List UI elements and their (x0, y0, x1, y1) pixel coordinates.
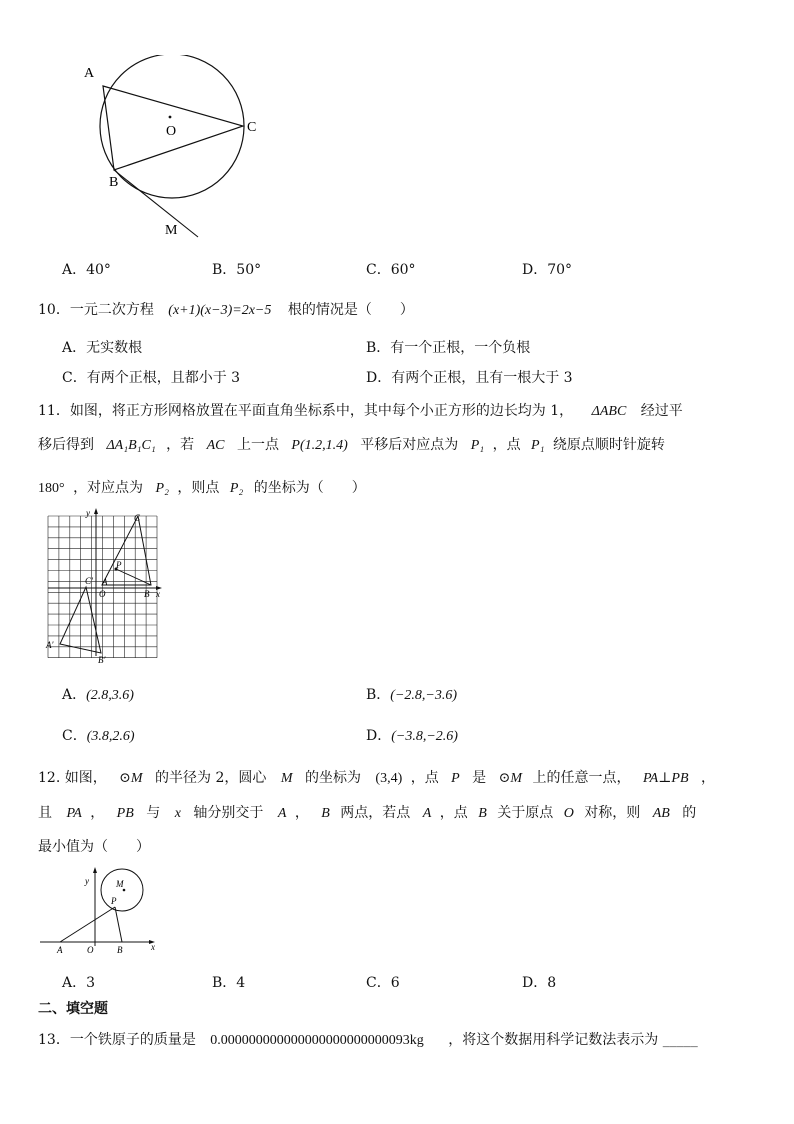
q12-text: 12. 如图， (38, 770, 107, 786)
q12-a: A (277, 806, 287, 821)
q11-p2: P₂ (155, 481, 169, 496)
q10-option-c[interactable]: C．有两个正根，且都小于 3 (62, 370, 241, 386)
label-y: y (86, 508, 90, 518)
q12-text: ，点 (410, 770, 439, 786)
q12-coordinate: (3,4) (375, 771, 403, 786)
label-c: C (247, 120, 257, 135)
q11-text: 平移后对应点为 (360, 437, 459, 453)
q11-text: 11．如图，将正方形网格放置在平面直角坐标系中，其中每个小正方形的边长均为 1， (38, 403, 574, 419)
q12-b: B (478, 806, 487, 821)
y-axis-arrow (93, 867, 97, 873)
option-letter: D． (366, 728, 392, 744)
label-a-prime: A′ (46, 640, 54, 650)
q10-stem (38, 299, 414, 319)
q11-line3 (38, 477, 366, 497)
label-a: A (84, 66, 95, 81)
q9-option-a[interactable]: A．40° (62, 262, 111, 278)
q13-text: 13．一个铁原子的质量是 (38, 1032, 196, 1048)
q11-angle: 180° (38, 481, 65, 496)
q10-equation: (x+1)(x−3)=2x−5 (168, 303, 272, 318)
q12-p: P (451, 771, 460, 786)
q11-point-p: P(1.2,1.4) (291, 438, 348, 453)
option-letter: A． (62, 687, 87, 703)
q10-prefix: 10．一元二次方程 (38, 302, 154, 318)
q11-text: 上一点 (236, 437, 279, 453)
q11-p1: P₁ (531, 438, 545, 453)
label-y: y (85, 876, 89, 886)
q13-value: 0.000000000000000000000000093kg (210, 1033, 424, 1048)
q9-option-b[interactable]: B．50° (212, 262, 262, 278)
option-value: (−2.8,−3.6) (390, 688, 458, 703)
q12-text: 关于原点 (497, 805, 554, 821)
q11-text: 的坐标为（ ） (253, 480, 366, 496)
q11-line1 (38, 400, 683, 420)
q12-text: 两点，若点 (340, 805, 411, 821)
q11-option-a[interactable] (62, 684, 134, 704)
option-value: (2.8,3.6) (86, 688, 134, 703)
q12-text: ，点 (439, 805, 468, 821)
q12-pa: PA (66, 806, 82, 821)
q12-text: 与 (146, 805, 161, 821)
q12-text: 的半径为 2，圆心 (155, 770, 267, 786)
q12-ab: AB (652, 806, 670, 821)
q11-p1: P₁ (470, 438, 485, 453)
q12-o: O (563, 806, 574, 821)
label-m: M (165, 223, 178, 238)
circle-triangle-figure (80, 55, 280, 245)
label-b: B (117, 945, 123, 955)
label-x: x (156, 589, 160, 599)
q11-text: 经过平 (640, 403, 683, 419)
q10-option-d[interactable]: D．有两个正根，且有一根大于 3 (366, 370, 573, 386)
tangent-line-bm (114, 170, 198, 237)
q11-text: ，点 (492, 437, 521, 453)
q12-perpendicular: PA⊥PB (642, 771, 689, 786)
q12-line3: 最小值为（ ） (38, 839, 150, 855)
q9-option-d[interactable]: D．70° (522, 262, 573, 278)
q9-option-c[interactable]: C．60° (366, 262, 416, 278)
q11-text: 移后得到 (38, 437, 94, 453)
q10-option-b[interactable]: B．有一个正根，一个负根 (366, 340, 531, 356)
q12-x: x (174, 806, 181, 821)
q12-text: 上的任意一点， (532, 770, 631, 786)
label-p: P (111, 896, 117, 906)
label-x: x (151, 942, 155, 952)
section-heading: 二、填空题 (38, 1001, 108, 1017)
q12-option-b[interactable]: B．4 (212, 975, 246, 991)
q12-text: 的坐标为 (304, 770, 361, 786)
q12-option-c[interactable]: C．6 (366, 975, 400, 991)
label-p: P (116, 560, 122, 570)
q12-circle-m: ⊙M (119, 771, 143, 786)
q11-triangle-a1b1c1: ΔA₁B₁C₁ (106, 438, 156, 453)
label-a: A (102, 577, 108, 587)
q11-option-c[interactable] (62, 725, 135, 745)
option-letter: B． (366, 687, 391, 703)
option-value: (−3.8,−2.6) (391, 729, 458, 744)
triangle-abc (102, 516, 151, 585)
q12-text: 是 (472, 770, 487, 786)
label-o: O (99, 589, 106, 599)
circle-axes-figure (38, 866, 164, 956)
label-b: B (144, 589, 150, 599)
segment-pa (60, 907, 115, 942)
label-o: O (166, 124, 177, 139)
center-m (123, 889, 126, 892)
label-a: A (57, 945, 63, 955)
q11-option-d[interactable] (366, 725, 458, 745)
label-b: B (109, 175, 119, 190)
q12-b: B (321, 806, 330, 821)
q11-text: ，则点 (177, 480, 220, 496)
q12-line1 (38, 767, 715, 787)
q10-option-a[interactable]: A．无实数根 (62, 340, 143, 356)
q11-triangle-abc: ΔABC (591, 404, 627, 419)
q11-text: 绕原点顺时针旋转 (552, 437, 665, 453)
q13-stem (38, 1029, 698, 1049)
q13-text: ，将这个数据用科学记数法表示为 (448, 1032, 659, 1048)
q12-text: 轴分别交于 (193, 805, 264, 821)
grid-coordinate-figure (44, 508, 170, 668)
q12-m: M (280, 771, 293, 786)
q11-text: ，若 (166, 437, 195, 453)
label-c: C (134, 513, 141, 523)
q12-circle-m: ⊙M (498, 771, 523, 786)
label-m: M (116, 879, 124, 889)
q12-text: 且 (38, 805, 52, 821)
q12-option-a[interactable]: A．3 (62, 975, 96, 991)
label-c-prime: C′ (85, 576, 93, 586)
q12-line2 (38, 802, 696, 822)
q11-line2 (38, 434, 665, 454)
segment-pb (115, 907, 122, 942)
q12-option-d[interactable]: D．8 (522, 975, 557, 991)
q11-text: ，对应点为 (73, 480, 144, 496)
q12-text: ， (90, 805, 105, 821)
label-o: O (87, 945, 94, 955)
option-value: (3.8,2.6) (86, 729, 135, 744)
q12-text: ， (294, 805, 309, 821)
q11-option-b[interactable] (366, 684, 457, 704)
q12-a: A (422, 806, 432, 821)
q11-p2: P₂ (229, 481, 244, 496)
center-dot (169, 116, 172, 119)
q12-pb: PB (116, 806, 134, 821)
y-axis-arrow (94, 508, 98, 514)
circle-m (101, 869, 143, 911)
q10-suffix: 根的情况是（ ） (287, 302, 414, 318)
q13-answer-blank[interactable]: _____ (662, 1032, 698, 1048)
label-b-prime: B′ (98, 655, 106, 665)
q12-text: ， (700, 770, 715, 786)
q11-ac: AC (206, 438, 225, 453)
option-letter: C． (62, 728, 87, 744)
q12-text: 对称，则 (584, 805, 641, 821)
segment-pb (116, 569, 151, 585)
q12-text: 的 (682, 805, 697, 821)
